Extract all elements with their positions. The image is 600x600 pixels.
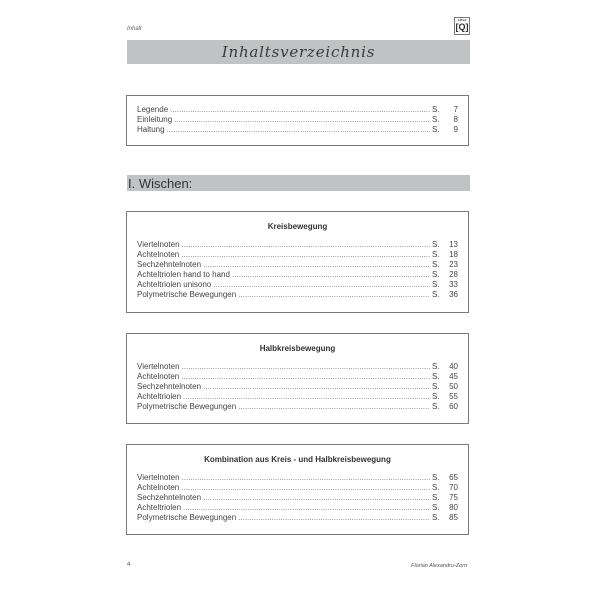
entry-label: Sechzehntelnoten — [137, 493, 202, 502]
toc-entry[interactable] — [137, 105, 458, 115]
page-prefix: S. — [432, 250, 440, 259]
leader-dots — [238, 513, 430, 523]
page-prefix: S. — [432, 260, 440, 269]
entry-label: Achteltriolen hand to hand — [137, 270, 230, 279]
entry-label: Polymetrische Bewegungen — [137, 402, 237, 411]
page-number: 70 — [449, 483, 458, 492]
page-number: 55 — [449, 392, 458, 401]
leader-dots — [203, 493, 430, 503]
entry-label: Polymetrische Bewegungen — [137, 513, 237, 522]
footer-author: Florian Alexandru-Zorn — [411, 563, 468, 569]
toc-entry[interactable] — [137, 372, 458, 382]
leader-dots — [203, 260, 430, 270]
leader-dots — [182, 362, 430, 372]
toc-entry[interactable] — [137, 382, 458, 392]
title-banner — [127, 40, 470, 64]
page-number: 50 — [449, 382, 458, 391]
logo-mark: [Q] — [455, 22, 469, 32]
intro-toc-box — [126, 95, 469, 146]
box-heading: Kreisbewegung — [267, 222, 328, 231]
running-head: Inhalt — [127, 26, 142, 32]
page-number: 23 — [449, 260, 458, 269]
page-prefix: S. — [432, 290, 440, 299]
toc-entry[interactable] — [137, 513, 458, 523]
entry-label: Viertelnoten — [137, 240, 180, 249]
page-number: 8 — [453, 115, 458, 124]
toc-box-halbkreisbewegung — [126, 333, 469, 424]
page-prefix: S. — [432, 280, 440, 289]
box-heading: Halbkreisbewegung — [259, 344, 336, 353]
page-prefix: S. — [432, 125, 440, 134]
page-prefix: S. — [432, 362, 440, 371]
entry-label: Achteltriolen — [137, 503, 182, 512]
page-number: 13 — [449, 240, 458, 249]
page-number: 33 — [449, 280, 458, 289]
page-number: 60 — [449, 402, 458, 411]
leader-dots — [182, 240, 430, 250]
toc-entry[interactable] — [137, 115, 458, 125]
toc-entry[interactable] — [137, 473, 458, 483]
page-prefix: S. — [432, 493, 440, 502]
toc-entry[interactable] — [137, 280, 458, 290]
leader-dots — [203, 382, 430, 392]
page-title: Inhaltsverzeichnis — [221, 43, 376, 61]
toc-entry[interactable] — [137, 362, 458, 372]
entry-label: Haltung — [137, 125, 165, 134]
page-prefix: S. — [432, 105, 440, 114]
page-prefix: S. — [432, 513, 440, 522]
entry-label: Viertelnoten — [137, 473, 180, 482]
entry-label: Einleitung — [137, 115, 173, 124]
toc-entry[interactable] — [137, 290, 458, 300]
toc-box-kreisbewegung — [126, 211, 469, 313]
leader-dots — [213, 280, 430, 290]
toc-entry[interactable] — [137, 270, 458, 280]
publisher-logo-icon — [454, 17, 470, 35]
page-number: 7 — [453, 105, 458, 114]
page-prefix: S. — [432, 483, 440, 492]
toc-entry[interactable] — [137, 240, 458, 250]
logo-top-text: Alfred — [457, 18, 467, 22]
page-number: 45 — [449, 372, 458, 381]
entry-label: Sechzehntelnoten — [137, 260, 202, 269]
entry-label: Polymetrische Bewegungen — [137, 290, 237, 299]
leader-dots — [183, 503, 430, 513]
page-number: 75 — [449, 493, 458, 502]
box-heading: Kombination aus Kreis - und Halbkreisbewegung — [204, 455, 391, 464]
page-number: 40 — [449, 362, 458, 371]
entry-label: Legende — [137, 105, 169, 114]
page-number: 28 — [449, 270, 458, 279]
toc-entry[interactable] — [137, 493, 458, 503]
entry-label: Achteltriolen unisono — [137, 280, 212, 289]
page-number: 65 — [449, 473, 458, 482]
entry-label: Achtelnoten — [137, 372, 180, 381]
leader-dots — [183, 392, 430, 402]
page-prefix: S. — [432, 392, 440, 401]
toc-entry[interactable] — [137, 392, 458, 402]
page-number: 9 — [453, 125, 458, 134]
footer-page-number: 4 — [127, 562, 131, 568]
toc-entry[interactable] — [137, 503, 458, 513]
toc-box-kombination — [126, 444, 469, 535]
page-prefix: S. — [432, 372, 440, 381]
leader-dots — [167, 125, 430, 135]
toc-entry[interactable] — [137, 125, 458, 135]
section-banner — [127, 175, 470, 191]
entry-label: Sechzehntelnoten — [137, 382, 202, 391]
section-title: I. Wischen: — [128, 175, 193, 191]
leader-dots — [182, 473, 430, 483]
leader-dots — [181, 372, 430, 382]
entry-label: Achtelnoten — [137, 250, 180, 259]
page-prefix: S. — [432, 402, 440, 411]
entry-label: Viertelnoten — [137, 362, 180, 371]
leader-dots — [181, 483, 430, 493]
leader-dots — [238, 402, 430, 412]
page-number: 80 — [449, 503, 458, 512]
page-prefix: S. — [432, 240, 440, 249]
page-number: 36 — [449, 290, 458, 299]
page-number: 18 — [449, 250, 458, 259]
leader-dots — [181, 250, 430, 260]
entry-label: Achteltriolen — [137, 392, 182, 401]
leader-dots — [238, 290, 430, 300]
toc-entry[interactable] — [137, 402, 458, 412]
page-number: 85 — [449, 513, 458, 522]
toc-entry[interactable] — [137, 250, 458, 260]
leader-dots — [174, 115, 430, 125]
page-prefix: S. — [432, 382, 440, 391]
page-prefix: S. — [432, 115, 440, 124]
toc-entry[interactable] — [137, 483, 458, 493]
leader-dots — [232, 270, 430, 280]
page-prefix: S. — [432, 270, 440, 279]
leader-dots — [170, 105, 430, 115]
page-prefix: S. — [432, 473, 440, 482]
page-prefix: S. — [432, 503, 440, 512]
toc-entry[interactable] — [137, 260, 458, 270]
entry-label: Achtelnoten — [137, 483, 180, 492]
